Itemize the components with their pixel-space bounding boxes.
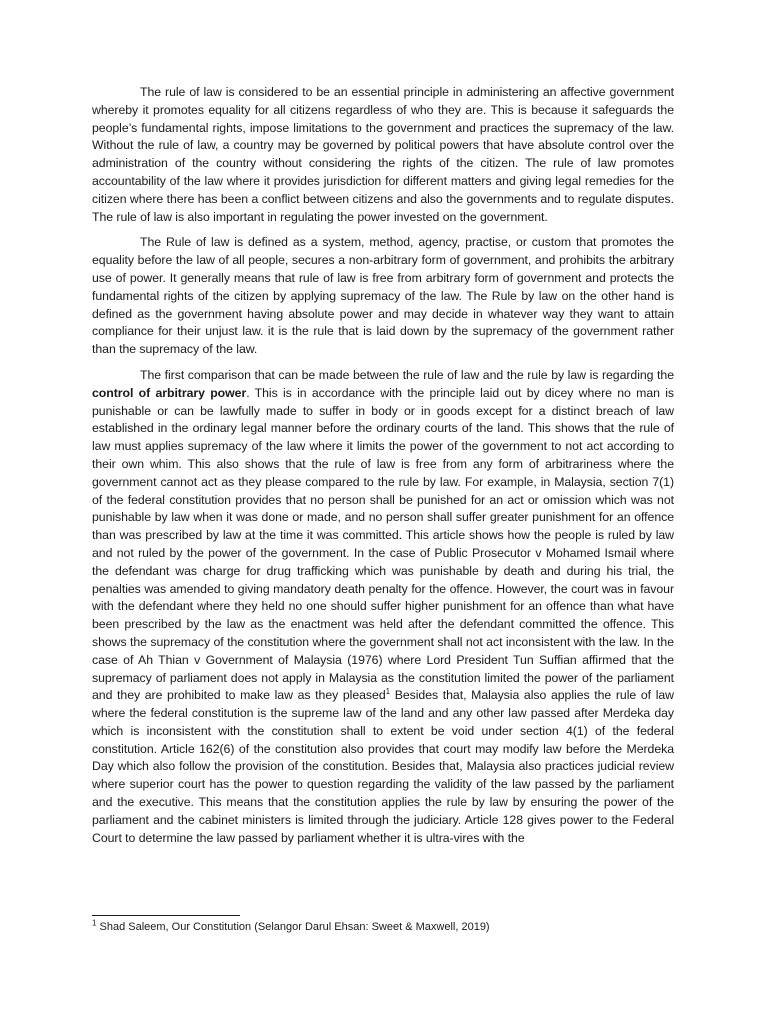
paragraph-comparison (92, 367, 674, 848)
paragraph-comparison-text-3: Besides that, Malaysia also applies the rule of law where the federal constitution is the supreme law of the land and any other law passed after Merdeka day which is inconsistent with the constitution shall to extent be void under section 4(1) of the federal constitution. Article 162(6) of the constitution also provides that court may modify law before the Merdeka Day which also follow the provision of the constitution. Besides that, Malaysia also practices judicial review where superior court has the power to question regarding the validity of the law passed by the parliament and the executive. This means that the constitution applies the rule by law by ensuring the power of the parliament and the cabinet ministers is limited through the judiciary. Article 128 gives power to the Federal Court to determine the law passed by parliament whether it is ultra-vires with the (92, 688, 674, 845)
bold-term-control-of-arbitrary-power: control of arbitrary power (92, 385, 247, 400)
footnote-marker: 1 (92, 918, 97, 928)
footnote-reference: 1 (385, 687, 391, 697)
footnote (92, 920, 674, 935)
footnote-separator (92, 915, 240, 916)
document-body (92, 84, 674, 855)
paragraph-comparison-text-2: . This is in accordance with the principle laid out by dicey where no man is punishable or can be lawfully made to suffer in body or in goods except for a distinct breach of law established in the ordinary legal manner before the ordinary courts of the land. This shows that the rule of law must applies supremacy of the law where it limits the power of the government to not act according to their own whim. This also shows that the rule of law is free from any form of arbitrariness where the government cannot act as they please compared to the rule by law. For example, in Malaysia, section 7(1) of the federal constitution provides that no person shall be punished for an act or omission which was not punishable by law when it was done or made, and no person shall suffer greater punishment for an offence than was prescribed by law at the time it was committed. This article shows how the people is ruled by law and not ruled by the power of the government. In the case of Public Prosecutor v Mohamed Ismail where the defendant was charge for drug trafficking which was punishable by death and during his trial, the penalties was amended to giving mandatory death penalty for the offence. However, the court was in favour with the defendant where they held no one should suffer higher punishment for an offence than what have been prescribed by the law as the enactment was held after the defendant committed the offence. This shows the supremacy of the constitution where the government shall not act inconsistent with the law. In the case of Ah Thian v Government of Malaysia (1976) where Lord President Tun Suffian affirmed that the supremacy of parliament does not apply in Malaysia as the constitution limited the power of the parliament and they are prohibited to make law as they pleased (92, 385, 674, 703)
paragraph-comparison-text-1: The first comparison that can be made between the rule of law and the rule by law is regarding the (140, 367, 674, 382)
footnote-text: Shad Saleem, Our Constitution (Selangor Darul Ehsan: Sweet & Maxwell, 2019) (96, 921, 490, 933)
paragraph-intro: The rule of law is considered to be an essential principle in administering an affective government whereby it promotes equality for all citizens regardless of who they are. This is because it safeguards the people’s fundamental rights, impose limitations to the government and practices the supremacy of the law. Without the rule of law, a country may be governed by political powers that have absolute control over the administration of the country without considering the rights of the citizen. The rule of law promotes accountability of the law where it provides jurisdiction for different matters and giving legal remedies for the citizen where there has been a conflict between citizens and also the governments and to regulate disputes. The rule of law is also important in regulating the power invested on the government. (92, 85, 674, 224)
paragraph-definition: The Rule of law is defined as a system, method, agency, practise, or custom that promotes the equality before the law of all people, secures a non-arbitrary form of government, and prohibits the arbitrary use of power. It generally means that rule of law is free from arbitrary form of government and protects the fundamental rights of the citizen by applying supremacy of the law. The Rule by law on the other hand is defined as the government having absolute power and may decide in whatever way they want to attain compliance for their unjust law. it is the rule that is laid down by the supremacy of the government rather than the supremacy of the law. (92, 235, 674, 357)
